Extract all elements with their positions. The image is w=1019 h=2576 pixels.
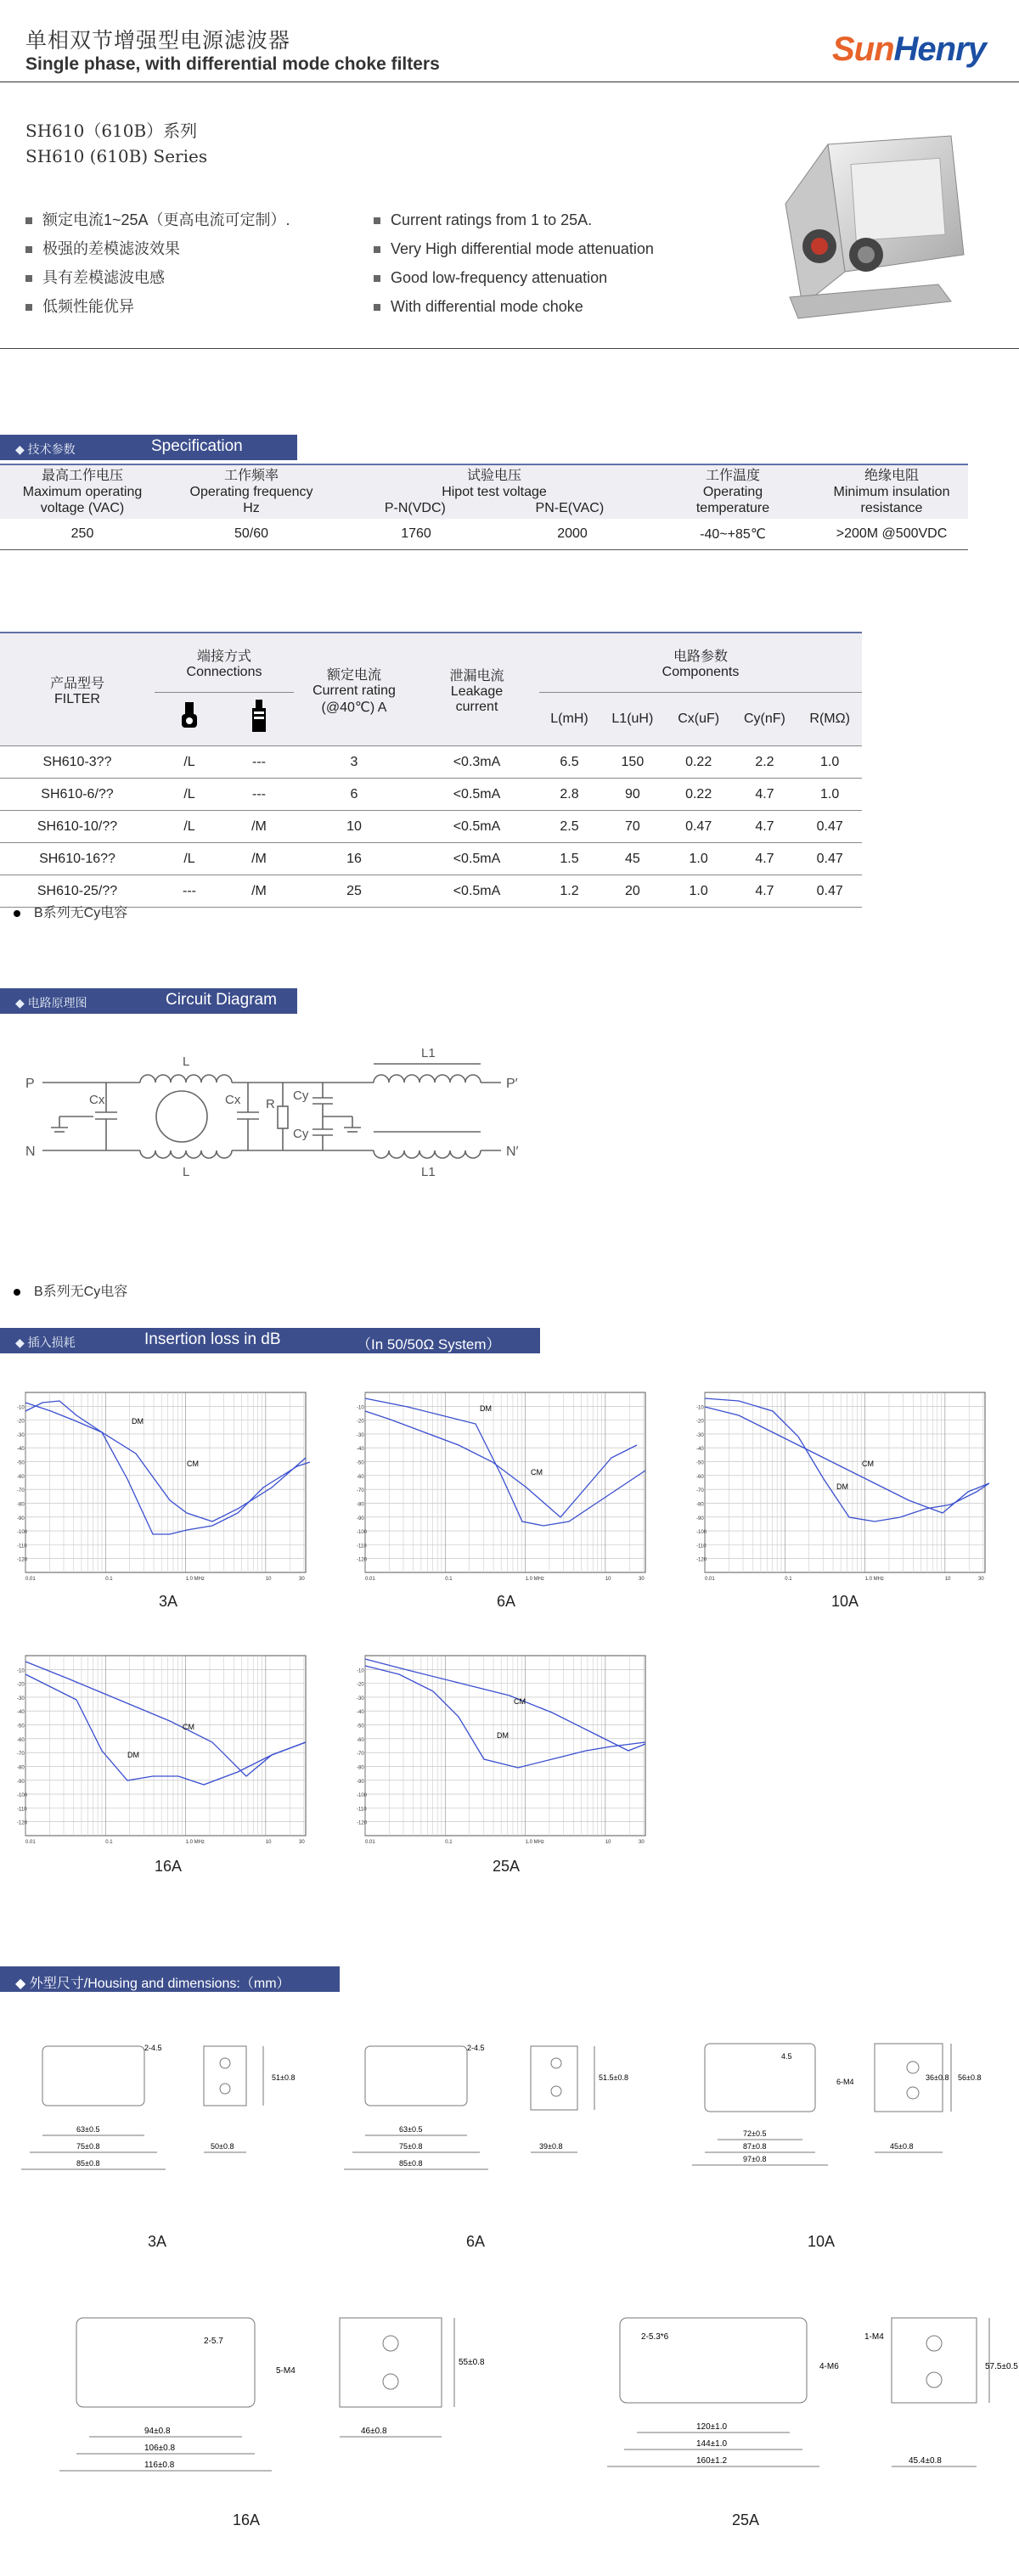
- svg-text:97±0.8: 97±0.8: [743, 2155, 767, 2163]
- svg-text:87±0.8: 87±0.8: [743, 2142, 767, 2151]
- spec-row: 250 50/60 1760 2000 -40~+85℃ >200M @500VDC: [0, 519, 968, 550]
- housing-section-cn: ◆ 外型尺寸/Housing and dimensions:（mm）: [15, 1977, 290, 1991]
- terminal-l-icon: [155, 692, 224, 745]
- y-tick-label: -70: [696, 1488, 704, 1494]
- y-tick-label: -90: [357, 1516, 364, 1521]
- logo-part-a: Sun: [832, 31, 894, 68]
- table-row: SH610-6/?? /L --- 6 <0.5mA 2.8 90 0.22 4.7 1.0: [0, 779, 862, 811]
- y-tick-label: -40: [696, 1447, 704, 1453]
- chart-label-6a: 6A: [496, 1593, 516, 1610]
- svg-text:CM: CM: [531, 1468, 543, 1476]
- x-tick-label: 0.1: [785, 1577, 792, 1582]
- y-tick-label: -90: [696, 1516, 704, 1521]
- svg-text:DM: DM: [132, 1417, 144, 1426]
- y-tick-label: -60: [357, 1474, 364, 1480]
- y-tick-label: -10: [17, 1668, 25, 1674]
- svg-text:45.4±0.8: 45.4±0.8: [909, 2456, 942, 2466]
- circuit-section-bar: [0, 988, 297, 1014]
- table-row: SH610-16?? /L /M 16 <0.5mA 1.5 45 1.0 4.7 0.47: [0, 843, 862, 875]
- y-tick-label: -60: [357, 1737, 364, 1743]
- y-tick-label: -110: [17, 1544, 27, 1550]
- chart-label-10a: 10A: [830, 1593, 859, 1610]
- y-tick-label: -120: [357, 1557, 368, 1563]
- x-tick-label: 10: [265, 1840, 272, 1845]
- insertion-chart-16a: [17, 1649, 323, 1853]
- svg-text:CM: CM: [183, 1723, 194, 1731]
- y-tick-label: -50: [357, 1724, 364, 1730]
- x-tick-label: 1.0 MHz: [185, 1840, 205, 1845]
- x-tick-label: 30: [639, 1840, 645, 1845]
- svg-text:39±0.8: 39±0.8: [539, 2142, 563, 2151]
- y-tick-label: -100: [17, 1793, 28, 1799]
- y-tick-label: -50: [696, 1460, 704, 1466]
- svg-text:144±1.0: 144±1.0: [696, 2439, 728, 2449]
- terminal-n-prime: N′: [506, 1145, 519, 1159]
- svg-text:2-5.7: 2-5.7: [204, 2337, 223, 2346]
- brand-logo: [832, 31, 986, 69]
- section-rule: [0, 348, 1019, 349]
- r-label: R: [266, 1097, 275, 1111]
- y-tick-label: -100: [357, 1530, 368, 1536]
- components-table: [0, 633, 862, 908]
- svg-text:51±0.8: 51±0.8: [272, 2073, 296, 2082]
- cx-label: Cx: [89, 1093, 105, 1107]
- y-tick-label: -120: [17, 1557, 28, 1563]
- table-row: SH610-10/?? /L /M 10 <0.5mA 2.5 70 0.47 4.7 0.47: [0, 811, 862, 843]
- spec-h-voltage: 最高工作电压 Maximum operating voltage (VAC): [0, 464, 165, 519]
- insertion-chart-6a: [357, 1386, 662, 1589]
- svg-text:2-4.5: 2-4.5: [467, 2044, 485, 2052]
- svg-text:36±0.8: 36±0.8: [926, 2073, 949, 2082]
- housing-section-bar: [0, 1966, 340, 1992]
- svg-text:46±0.8: 46±0.8: [361, 2427, 387, 2436]
- svg-text:85±0.8: 85±0.8: [399, 2159, 423, 2168]
- y-tick-label: -90: [17, 1779, 25, 1785]
- feature-en: Current ratings from 1 to 25A.: [374, 205, 654, 234]
- svg-text:63±0.5: 63±0.5: [399, 2125, 423, 2134]
- dimension-drawing-25a: [577, 2305, 1018, 2492]
- y-tick-label: -60: [17, 1474, 25, 1480]
- x-tick-label: 0.01: [705, 1577, 715, 1582]
- svg-text:116±0.8: 116±0.8: [144, 2461, 175, 2470]
- comp-h-rating: 额定电流 Current rating (@40℃) A: [294, 633, 414, 746]
- x-tick-label: 30: [639, 1577, 645, 1582]
- svg-text:50±0.8: 50±0.8: [211, 2142, 234, 2151]
- y-tick-label: -120: [696, 1557, 707, 1563]
- title-en: Single phase, with differential mode choke filters: [25, 54, 440, 74]
- dimension-drawing-3a: [17, 2033, 323, 2186]
- housing-label-25a: 25A: [731, 2511, 760, 2528]
- comp-col: Cx(uF): [666, 692, 732, 745]
- y-tick-label: -80: [357, 1502, 364, 1508]
- housing-label-6a: 6A: [465, 2233, 486, 2250]
- svg-text:75±0.8: 75±0.8: [399, 2142, 423, 2151]
- insertion-section-bar: [0, 1328, 540, 1353]
- features-cn: [25, 205, 290, 321]
- dimension-drawing-16a: [17, 2305, 493, 2492]
- y-tick-label: -120: [357, 1820, 368, 1826]
- x-tick-label: 10: [944, 1577, 951, 1582]
- y-tick-label: -60: [17, 1737, 25, 1743]
- cx-label: Cx: [225, 1093, 241, 1107]
- svg-text:2-4.5: 2-4.5: [144, 2044, 162, 2052]
- svg-text:6-M4: 6-M4: [836, 2078, 854, 2086]
- y-tick-label: -70: [357, 1488, 364, 1494]
- y-tick-label: -80: [17, 1765, 25, 1771]
- svg-text:120±1.0: 120±1.0: [696, 2422, 728, 2432]
- feature-en: With differential mode choke: [374, 292, 654, 321]
- svg-text:5-M4: 5-M4: [276, 2366, 296, 2376]
- x-tick-label: 30: [299, 1840, 305, 1845]
- x-tick-label: 0.01: [25, 1840, 36, 1845]
- comp-h-model: 产品型号 FILTER: [0, 633, 155, 746]
- x-tick-label: 10: [605, 1840, 611, 1845]
- comp-col: L(mH): [539, 692, 600, 745]
- spec-h-insulation: 绝缘电阻 Minimum insulation resistance: [815, 464, 968, 519]
- table-row: SH610-25/?? --- /M 25 <0.5mA 1.2 20 1.0 4.7 0.47: [0, 875, 862, 908]
- comp-col: L1(uH): [600, 692, 666, 745]
- y-tick-label: -10: [17, 1405, 25, 1411]
- x-tick-label: 1.0 MHz: [864, 1577, 884, 1582]
- cy-label: Cy: [293, 1127, 309, 1141]
- chart-label-16a: 16A: [154, 1858, 183, 1875]
- y-tick-label: -20: [696, 1419, 704, 1425]
- x-tick-label: 0.01: [25, 1577, 36, 1582]
- svg-text:57.5±0.5: 57.5±0.5: [985, 2362, 1018, 2371]
- svg-text:55±0.8: 55±0.8: [459, 2358, 485, 2367]
- insertion-chart-3a: [17, 1386, 323, 1589]
- y-tick-label: -50: [357, 1460, 364, 1466]
- spec-h-hipot: 试验电压 Hipot test voltage P-N(VDC) PN-E(VAC): [338, 464, 650, 519]
- components-note: B系列无Cy电容: [14, 902, 127, 921]
- x-tick-label: 0.01: [365, 1840, 375, 1845]
- svg-text:75±0.8: 75±0.8: [76, 2142, 100, 2151]
- svg-text:CM: CM: [862, 1460, 874, 1468]
- svg-text:CM: CM: [514, 1697, 526, 1706]
- spec-section-cn: ◆ 技术参数: [15, 442, 76, 456]
- insertion-section-extra: （In 50/50Ω System）: [357, 1336, 501, 1353]
- svg-text:45±0.8: 45±0.8: [890, 2142, 914, 2151]
- title-cn: 单相双节增强型电源滤波器: [25, 29, 291, 53]
- y-tick-label: -30: [17, 1432, 25, 1438]
- svg-text:94±0.8: 94±0.8: [144, 2427, 171, 2436]
- chart-label-25a: 25A: [492, 1858, 521, 1875]
- y-tick-label: -20: [357, 1419, 364, 1425]
- svg-text:4.5: 4.5: [781, 2052, 792, 2061]
- terminal-p-prime: P′: [506, 1077, 518, 1091]
- terminal-p: P: [25, 1077, 35, 1091]
- svg-text:85±0.8: 85±0.8: [76, 2159, 100, 2168]
- comp-col: Cy(nF): [732, 692, 798, 745]
- y-tick-label: -30: [696, 1432, 704, 1438]
- housing-label-16a: 16A: [232, 2511, 261, 2528]
- circuit-section-en: Circuit Diagram: [166, 991, 277, 1009]
- feature-cn: 具有差模滤波电感: [25, 263, 290, 292]
- series-en: SH610 (610B) Series: [25, 146, 208, 166]
- cy-label: Cy: [293, 1088, 309, 1103]
- y-tick-label: -20: [17, 1682, 25, 1688]
- y-tick-label: -110: [17, 1807, 27, 1813]
- inductor-l-label: L: [183, 1055, 190, 1069]
- feature-cn: 额定电流1~25A（更高电流可定制）.: [25, 205, 290, 234]
- y-tick-label: -90: [17, 1516, 25, 1521]
- feature-cn: 低频性能优异: [25, 292, 290, 321]
- x-tick-label: 30: [299, 1577, 305, 1582]
- x-tick-label: 0.1: [445, 1840, 453, 1845]
- y-tick-label: -50: [17, 1724, 25, 1730]
- y-tick-label: -10: [357, 1668, 364, 1674]
- spec-section-en: Specification: [151, 437, 243, 455]
- feature-cn: 极强的差模滤波效果: [25, 234, 290, 263]
- x-tick-label: 10: [265, 1577, 272, 1582]
- comp-col: R(MΩ): [797, 692, 862, 745]
- y-tick-label: -80: [357, 1765, 364, 1771]
- x-tick-label: 0.1: [105, 1840, 113, 1845]
- y-tick-label: -20: [357, 1682, 364, 1688]
- comp-h-components: 电路参数 Components: [539, 633, 862, 692]
- terminal-n: N: [25, 1145, 36, 1159]
- y-tick-label: -10: [696, 1405, 704, 1411]
- y-tick-label: -100: [357, 1793, 368, 1799]
- housing-label-10a: 10A: [807, 2233, 836, 2250]
- svg-text:4-M6: 4-M6: [819, 2362, 839, 2371]
- spec-h-temp: 工作温度 Operating temperature: [650, 464, 815, 519]
- y-tick-label: -110: [357, 1807, 367, 1813]
- product-photo: [768, 127, 972, 327]
- y-tick-label: -40: [17, 1710, 25, 1716]
- y-tick-label: -30: [17, 1696, 25, 1701]
- y-tick-label: -100: [17, 1530, 28, 1536]
- spec-section-bar: [0, 435, 297, 460]
- housing-label-3a: 3A: [147, 2233, 167, 2250]
- svg-text:DM: DM: [127, 1751, 139, 1759]
- y-tick-label: -60: [696, 1474, 704, 1480]
- x-tick-label: 1.0 MHz: [185, 1577, 205, 1582]
- svg-text:2-5.3*6: 2-5.3*6: [641, 2332, 669, 2342]
- spec-table: [0, 464, 968, 550]
- inductor-l1-label: L1: [421, 1165, 436, 1179]
- circuit-note: B系列无Cy电容: [14, 1280, 127, 1300]
- inductor-l-label: L: [183, 1165, 190, 1179]
- dimension-drawing-6a: [340, 2033, 645, 2186]
- y-tick-label: -100: [696, 1530, 707, 1536]
- x-tick-label: 0.1: [105, 1577, 113, 1582]
- terminal-m-icon: [224, 692, 294, 745]
- series-cn: SH610（610B）系列: [25, 121, 198, 141]
- circuit-diagram: [25, 1040, 552, 1193]
- y-tick-label: -50: [17, 1460, 25, 1466]
- chart-label-3a: 3A: [158, 1593, 178, 1610]
- dimension-drawing-10a: [679, 2033, 1002, 2186]
- y-tick-label: -90: [357, 1779, 364, 1785]
- y-tick-label: -110: [357, 1544, 367, 1550]
- logo-part-b: Henry: [893, 31, 986, 68]
- x-tick-label: 30: [978, 1577, 984, 1582]
- y-tick-label: -20: [17, 1419, 25, 1425]
- feature-en: Very High differential mode attenuation: [374, 234, 654, 263]
- y-tick-label: -30: [357, 1696, 364, 1701]
- inductor-l1-label: L1: [421, 1046, 436, 1060]
- comp-h-leakage: 泄漏电流 Leakage current: [414, 633, 539, 746]
- table-row: SH610-3?? /L --- 3 <0.3mA 6.5 150 0.22 2.2 1.0: [0, 746, 862, 779]
- y-tick-label: -10: [357, 1405, 364, 1411]
- insertion-chart-10a: [696, 1386, 1002, 1589]
- svg-text:DM: DM: [836, 1482, 848, 1491]
- svg-text:CM: CM: [187, 1460, 199, 1468]
- svg-text:160±1.2: 160±1.2: [696, 2456, 728, 2466]
- x-tick-label: 10: [605, 1577, 611, 1582]
- svg-text:56±0.8: 56±0.8: [958, 2073, 982, 2082]
- svg-text:106±0.8: 106±0.8: [144, 2444, 176, 2453]
- y-tick-label: -70: [17, 1488, 25, 1494]
- x-tick-label: 0.1: [445, 1577, 453, 1582]
- svg-text:DM: DM: [497, 1731, 509, 1740]
- insertion-section-cn: ◆ 插入损耗: [15, 1336, 76, 1349]
- y-tick-label: -120: [17, 1820, 28, 1826]
- x-tick-label: 1.0 MHz: [525, 1840, 544, 1845]
- comp-h-connections: 端接方式 Connections: [155, 633, 294, 692]
- x-tick-label: 0.01: [365, 1577, 375, 1582]
- svg-text:63±0.5: 63±0.5: [76, 2125, 100, 2134]
- y-tick-label: -70: [357, 1752, 364, 1758]
- y-tick-label: -110: [696, 1544, 707, 1550]
- y-tick-label: -80: [696, 1502, 704, 1508]
- insertion-chart-25a: [357, 1649, 662, 1853]
- spec-h-freq: 工作频率 Operating frequency Hz: [165, 464, 338, 519]
- y-tick-label: -40: [17, 1447, 25, 1453]
- svg-text:51.5±0.8: 51.5±0.8: [599, 2073, 628, 2082]
- svg-text:DM: DM: [480, 1404, 492, 1413]
- features-en: [374, 205, 654, 321]
- x-tick-label: 1.0 MHz: [525, 1577, 544, 1582]
- y-tick-label: -30: [357, 1432, 364, 1438]
- feature-en: Good low-frequency attenuation: [374, 263, 654, 292]
- insertion-section-en: Insertion loss in dB: [144, 1330, 281, 1348]
- y-tick-label: -70: [17, 1752, 25, 1758]
- y-tick-label: -40: [357, 1447, 364, 1453]
- svg-text:72±0.5: 72±0.5: [743, 2129, 767, 2138]
- svg-text:1-M4: 1-M4: [864, 2332, 884, 2342]
- circuit-section-cn: ◆ 电路原理图: [15, 996, 87, 1010]
- y-tick-label: -40: [357, 1710, 364, 1716]
- y-tick-label: -80: [17, 1502, 25, 1508]
